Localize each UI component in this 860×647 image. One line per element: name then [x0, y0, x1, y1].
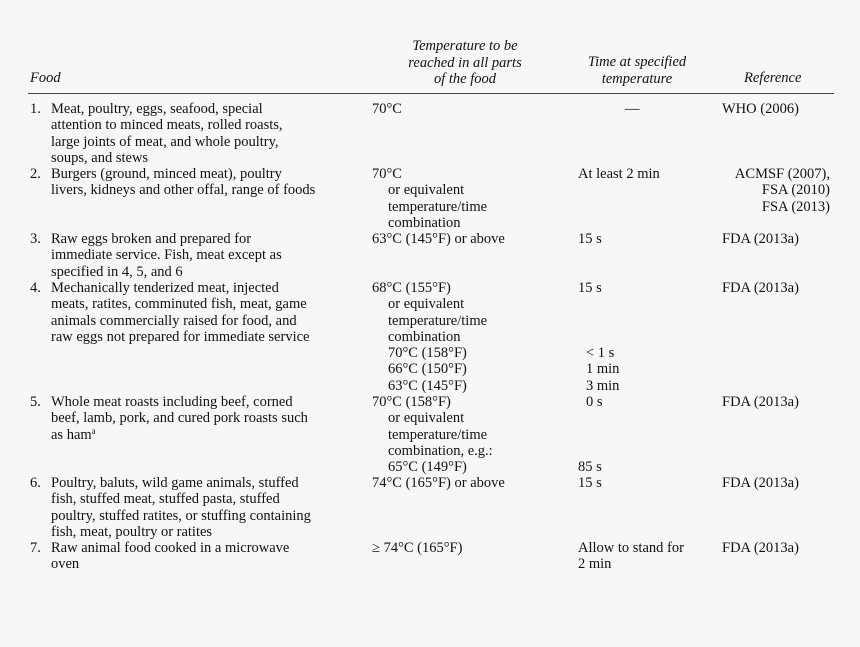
- row-1-food: [30, 101, 283, 166]
- row-6-temp: 74°C (165°F) or above: [372, 475, 505, 491]
- food-line: Raw eggs broken and prepared for: [51, 231, 252, 247]
- row-5-ref: [722, 394, 799, 410]
- temperature-line: temperature/time: [388, 198, 488, 215]
- time-line: 85 s: [578, 459, 602, 475]
- food-line: beef, lamb, pork, and cured pork roasts such: [51, 410, 308, 427]
- food-line: Mechanically tenderized meat, injected: [51, 280, 279, 296]
- row-2-food: [30, 166, 315, 199]
- temperature-line: 63°C (145°F): [388, 377, 467, 394]
- row-1-ref: [722, 101, 799, 117]
- food-line: oven: [51, 556, 80, 573]
- row-number: 5.: [30, 394, 41, 410]
- food-line: attention to minced meats, rolled roasts,: [51, 117, 283, 134]
- row-1-temp: 70°C: [372, 101, 402, 117]
- food-line: Meat, poultry, eggs, seafood, special: [51, 101, 263, 117]
- food-line: Poultry, baluts, wild game animals, stuffed: [51, 475, 299, 491]
- reference-line: WHO (2006): [722, 101, 799, 117]
- food-line: animals commercially raised for food, and: [51, 312, 297, 329]
- temperature-line: 65°C (149°F): [388, 459, 467, 476]
- row-3-temp: 63°C (145°F) or above: [372, 231, 505, 247]
- reference-line: FDA (2013a): [722, 280, 799, 296]
- temperature-line: temperature/time: [388, 426, 488, 443]
- header-time-line: Time at specified: [587, 54, 687, 70]
- header-temperature-line: of the food: [433, 71, 497, 87]
- row-6-time: 15 s: [578, 475, 602, 491]
- row-7-ref: [722, 540, 799, 556]
- food-line: raw eggs not prepared for immediate service: [51, 328, 310, 345]
- row-2-time: At least 2 min: [578, 166, 660, 182]
- row-7-temp: ≥ 74°C (165°F): [372, 540, 463, 556]
- temperature-line: 70°C: [372, 166, 402, 182]
- header-food: Food: [30, 70, 61, 86]
- temperature-line: or equivalent: [388, 296, 465, 313]
- header-rule: [28, 93, 834, 94]
- row-number: 2.: [30, 166, 41, 182]
- food-line: soups, and stews: [51, 149, 149, 166]
- row-4-food: [30, 280, 309, 345]
- food-line: fish, stuffed meat, stuffed pasta, stuffed: [51, 491, 280, 508]
- food-line: Burgers (ground, minced meat), poultry: [51, 166, 282, 182]
- time-line: 2 min: [578, 556, 612, 573]
- food-line: livers, kidneys and other offal, range of foods: [51, 182, 316, 199]
- row-5-temp: [372, 394, 493, 475]
- temperature-line: 70°C (158°F): [388, 345, 467, 362]
- row-3-time: 15 s: [578, 231, 602, 247]
- header-temperature-line: Temperature to be: [412, 38, 518, 54]
- food-line: Whole meat roasts including beef, corned: [51, 394, 293, 410]
- header-time: [566, 54, 708, 87]
- food-line: [30, 427, 308, 443]
- row-7-time: [578, 540, 684, 573]
- time-line: < 1 s: [586, 345, 615, 361]
- temperature-line: 66°C (150°F): [388, 361, 467, 378]
- row-7-food: [30, 540, 289, 573]
- row-5-food: [30, 394, 308, 443]
- footnote-marker: a: [91, 425, 96, 436]
- reference-line: ACMSF (2007),: [734, 166, 830, 182]
- temperature-line: 68°C (155°F): [372, 280, 451, 296]
- row-number: 3.: [30, 231, 41, 247]
- row-3-ref: [722, 231, 799, 247]
- time-line: 3 min: [586, 377, 620, 394]
- temperature-line: combination: [388, 214, 461, 231]
- row-number: 1.: [30, 101, 41, 117]
- row-4-temp: [372, 280, 487, 394]
- row-number: 4.: [30, 280, 41, 296]
- row-2-ref: [700, 166, 830, 215]
- temperature-line: temperature/time: [388, 312, 488, 329]
- row-4-time-sub: [586, 345, 619, 394]
- food-line: fish, meat, poultry or ratites: [51, 523, 213, 540]
- reference-line: FDA (2013a): [722, 540, 799, 556]
- food-line: specified in 4, 5, and 6: [51, 263, 183, 280]
- row-3-food: [30, 231, 282, 280]
- row-4-ref: [722, 280, 799, 296]
- header-reference: Reference: [744, 70, 802, 86]
- row-6-food: [30, 475, 311, 540]
- row-5-time-sub: [578, 459, 602, 475]
- food-line: large joints of meat, and whole poultry,: [51, 133, 279, 150]
- temperature-line: or equivalent: [388, 182, 465, 199]
- temperature-line: or equivalent: [388, 410, 465, 427]
- row-4-time: 15 s: [578, 280, 602, 296]
- row-1-time: —: [625, 101, 640, 117]
- row-5-time: 0 s: [586, 394, 603, 410]
- reference-line: FSA (2013): [761, 198, 830, 215]
- food-text: as ham: [51, 426, 92, 443]
- header-temperature-line: reached in all parts: [408, 54, 522, 71]
- reference-line: FDA (2013a): [722, 394, 799, 410]
- header-time-line: temperature: [601, 70, 673, 87]
- reference-line: FSA (2010): [761, 182, 830, 199]
- time-line: Allow to stand for: [578, 540, 684, 556]
- temperature-line: combination: [388, 328, 461, 345]
- row-6-ref: [722, 475, 799, 491]
- row-2-temp: [372, 166, 487, 231]
- food-line: poultry, stuffed ratites, or stuffing containing: [51, 507, 311, 524]
- food-line: meats, ratites, comminuted fish, meat, game: [51, 296, 307, 313]
- reference-line: FDA (2013a): [722, 231, 799, 247]
- row-number: 6.: [30, 475, 41, 491]
- reference-line: FDA (2013a): [722, 475, 799, 491]
- temperature-line: 70°C (158°F): [372, 394, 451, 410]
- food-line: Raw animal food cooked in a microwave: [51, 540, 290, 556]
- time-line: 1 min: [586, 361, 620, 378]
- food-line: immediate service. Fish, meat except as: [51, 247, 282, 264]
- row-number: 7.: [30, 540, 41, 556]
- temperature-line: combination, e.g.:: [388, 442, 493, 459]
- header-temperature: [380, 38, 550, 88]
